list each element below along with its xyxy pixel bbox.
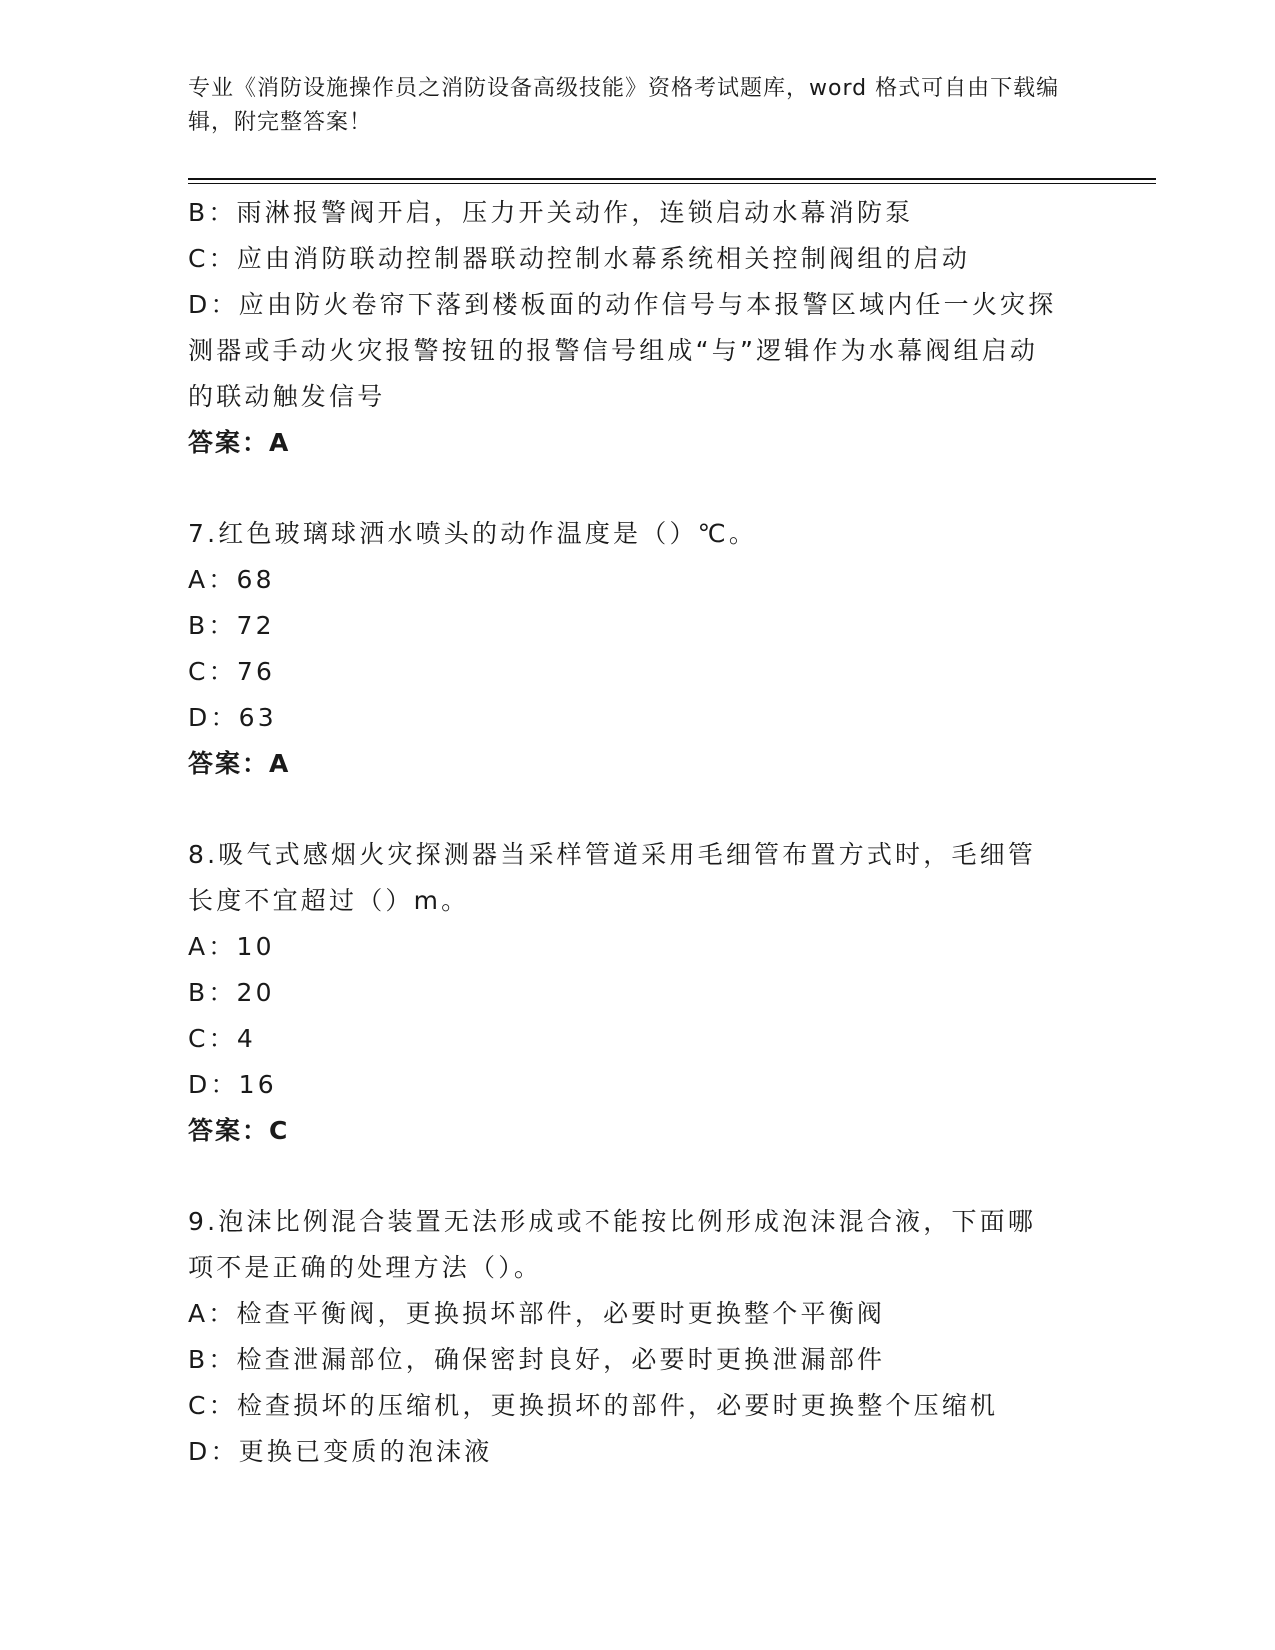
q9-option-a: A：检查平衡阀，更换损坏部件，必要时更换整个平衡阀 [188,1299,886,1328]
q7-option-a: A：68 [188,565,275,594]
prev-option-c: C：应由消防联动控制器联动控制水幕系统相关控制阀组的启动 [188,244,971,273]
q7-option-b: B：72 [188,611,275,640]
q7-stem: 7.红色玻璃球洒水喷头的动作温度是（）℃。 [188,519,758,548]
q8-answer: 答案：C [188,1116,290,1145]
q9-option-d: D：更换已变质的泡沫液 [188,1437,493,1466]
q8-option-d: D：16 [188,1070,277,1099]
q7-answer: 答案：A [188,749,291,778]
page-header: 专业《消防设施操作员之消防设备高级技能》资格考试题库，word 格式可自由下载编辑，附完整答案！ [188,76,1060,135]
q8-option-b: B：20 [188,978,275,1007]
question-content [188,190,1088,1475]
prev-option-d: D：应由防火卷帘下落到楼板面的动作信号与本报警区域内任一火灾探测器或手动火灾报警按钮的报警信号组成“与”逻辑作为水幕阀组启动的联动触发信号 [188,290,1057,411]
q9-option-b: B：检查泄漏部位，确保密封良好，必要时更换泄漏部件 [188,1345,886,1374]
prev-answer: 答案：A [188,428,291,457]
q9-stem: 9.泡沫比例混合装置无法形成或不能按比例形成泡沫混合液，下面哪项不是正确的处理方法（）。 [188,1207,1037,1282]
q9-option-c: C：检查损坏的压缩机，更换损坏的部件，必要时更换整个压缩机 [188,1391,999,1420]
q8-stem: 8.吸气式感烟火灾探测器当采样管道采用毛细管布置方式时，毛细管长度不宜超过（）m。 [188,840,1037,915]
q8-option-a: A：10 [188,932,275,961]
header-rule-thick [188,178,1156,180]
prev-option-b: B：雨淋报警阀开启，压力开关动作，连锁启动水幕消防泵 [188,198,914,227]
q7-option-d: D：63 [188,703,277,732]
q7-option-c: C：76 [188,657,276,686]
q8-option-c: C：4 [188,1024,256,1053]
header-rule-thin [188,183,1156,184]
